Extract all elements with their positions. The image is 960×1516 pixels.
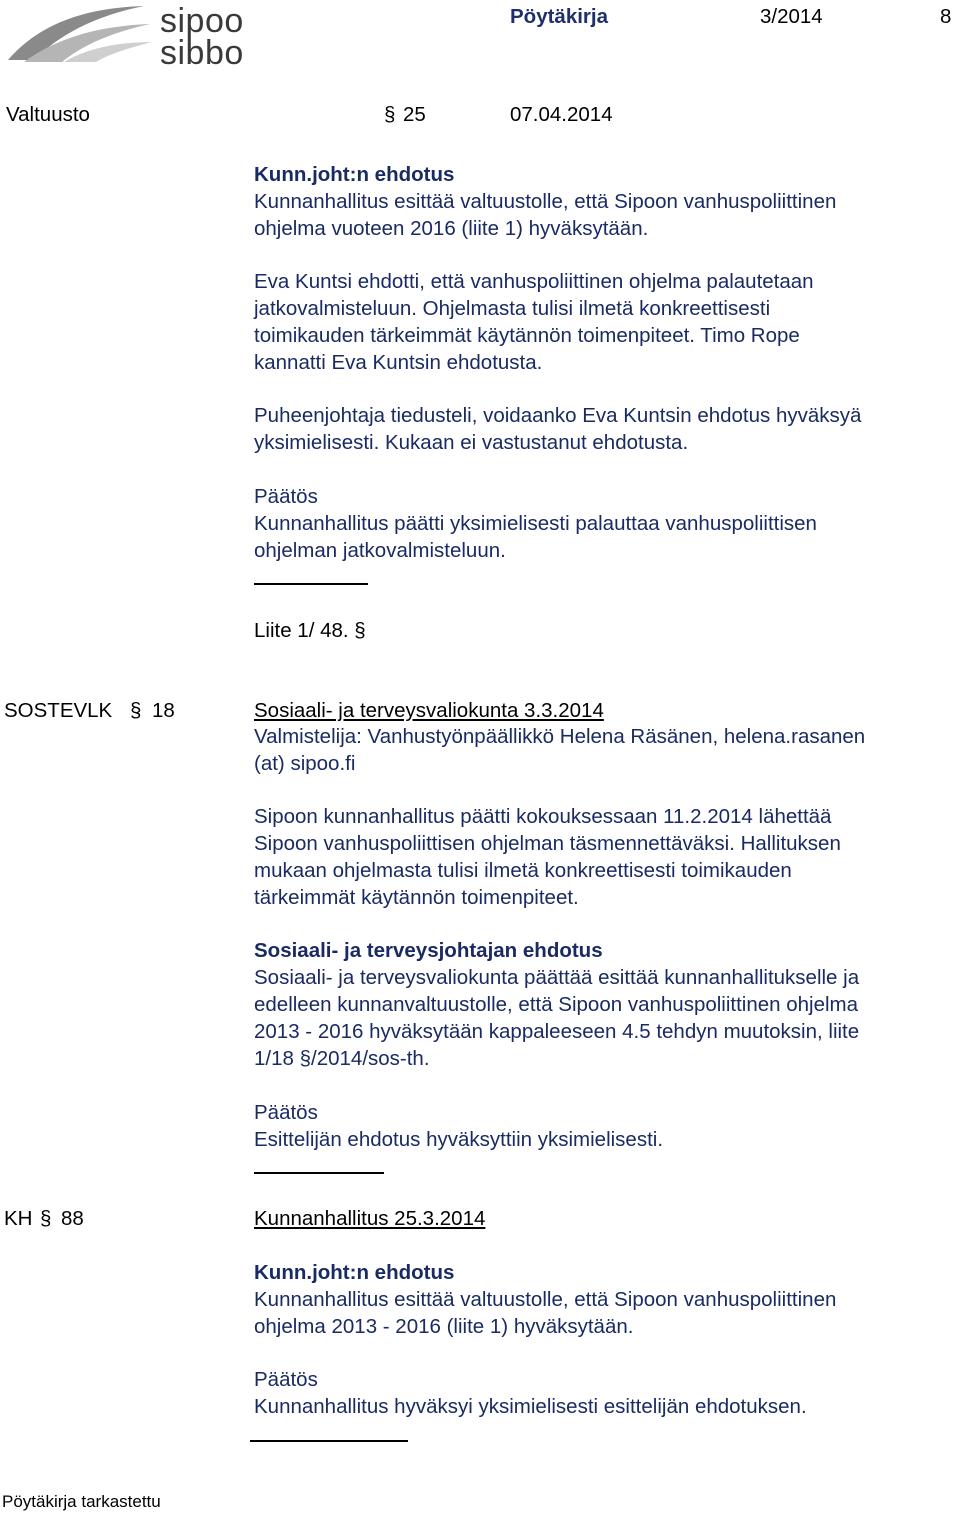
footer-checked: Pöytäkirja tarkastettu: [2, 1492, 161, 1511]
block3-line: Puheenjohtaja tiedusteli, voidaanko Eva Kuntsin ehdotus hyväksyä: [254, 404, 862, 427]
sostevlk-label: SOSTEVLK: [4, 699, 113, 722]
block4-line: ohjelman jatkovalmisteluun.: [254, 539, 506, 562]
block3-line: yksimielisesti. Kukaan ei vastustanut ehdotusta.: [254, 431, 689, 454]
sostevlk-para-line: Sipoon kunnanhallitus päätti kokouksessaan 11.2.2014 lähettää: [254, 805, 832, 828]
sostevlk-mark: §: [130, 699, 142, 722]
logo-name-fi: sipoo: [160, 2, 244, 40]
proposal-attachment-mark: §: [299, 1047, 312, 1070]
block2-line: toimikauden tärkeimmät käytännön toimenpiteet. Timo Rope: [254, 324, 800, 347]
kh-title: Kunnanhallitus 25.3.2014: [254, 1207, 486, 1230]
meeting-date: 07.04.2014: [510, 103, 613, 126]
attachment-text: Liite 1/ 48.: [254, 619, 349, 642]
proposal-attachment-prefix: 1/18: [254, 1047, 294, 1070]
kh-mark: §: [40, 1207, 52, 1230]
preparer-line: (at) sipoo.fi: [254, 752, 356, 775]
proposal-attachment-suffix: /2014/sos-th.: [311, 1047, 430, 1070]
doc-number: 3/2014: [760, 5, 823, 28]
block4-heading: Päätös: [254, 485, 318, 508]
proposal-line: Sosiaali- ja terveysvaliokunta päättää esittää kunnanhallitukselle ja: [254, 966, 860, 989]
preparer-line: Valmistelija: Vanhustyönpäällikkö Helena Räsänen, helena.rasanen: [254, 725, 866, 748]
proposal-line: 2013 - 2016 hyväksytään kappaleeseen 4.5 tehdyn muutoksin, liite: [254, 1020, 860, 1043]
sostevlk-para-line: mukaan ohjelmasta tulisi ilmetä konkreettisesti toimikauden: [254, 859, 792, 882]
proposal-line: edelleen kunnanvaltuustolle, että Sipoon vanhuspoliittinen ohjelma: [254, 993, 859, 1016]
sostevlk-decision-heading: Päätös: [254, 1101, 318, 1124]
kh-line: ohjelma 2013 - 2016 (liite 1) hyväksytään.: [254, 1315, 634, 1338]
kh-decision-line: Kunnanhallitus hyväksyi yksimielisesti esittelijän ehdotuksen.: [254, 1395, 807, 1418]
kh-decision-heading: Päätös: [254, 1368, 318, 1391]
block4-line: Kunnanhallitus päätti yksimielisesti palauttaa vanhuspoliittisen: [254, 512, 817, 535]
kh-number: 88: [61, 1207, 84, 1230]
attachment-ref: [254, 617, 366, 644]
block1-line: Kunnanhallitus esittää valtuustolle, että Sipoon vanhuspoliittinen: [254, 190, 837, 213]
section-number: 25: [403, 103, 426, 126]
page-number: 8: [940, 5, 952, 28]
attachment-mark: §: [354, 619, 366, 642]
sostevlk-para-line: tärkeimmät käytännön toimenpiteet.: [254, 886, 579, 909]
kh-label: KH: [4, 1207, 33, 1230]
block2-line: jatkovalmisteluun. Ohjelmasta tulisi ilmetä konkreettisesti: [254, 297, 771, 320]
sostevlk-para-line: Sipoon vanhuspoliittisen ohjelman täsmennettäväksi. Hallituksen: [254, 832, 841, 855]
separator-rule: [254, 583, 368, 585]
proposal-line-last: [254, 1045, 430, 1072]
block2-line: Eva Kuntsi ehdotti, että vanhuspoliittinen ohjelma palautetaan: [254, 270, 814, 293]
section-mark: §: [384, 103, 396, 126]
sostevlk-title: Sosiaali- ja terveysvaliokunta 3.3.2014: [254, 699, 604, 722]
sipoo-swoosh-logo-icon: [4, 0, 154, 66]
sostevlk-decision-line: Esittelijän ehdotus hyväksyttiin yksimielisesti.: [254, 1128, 664, 1151]
doc-type: Pöytäkirja: [510, 5, 608, 28]
proposal-heading: Sosiaali- ja terveysjohtajan ehdotus: [254, 939, 603, 962]
separator-rule: [254, 1172, 384, 1174]
kh-heading: Kunn.joht:n ehdotus: [254, 1261, 455, 1284]
block1-line: ohjelma vuoteen 2016 (liite 1) hyväksytään.: [254, 217, 649, 240]
kh-line: Kunnanhallitus esittää valtuustolle, että Sipoon vanhuspoliittinen: [254, 1288, 837, 1311]
block1-heading: Kunn.joht:n ehdotus: [254, 163, 455, 186]
block2-line: kannatti Eva Kuntsin ehdotusta.: [254, 351, 543, 374]
body-name: Valtuusto: [6, 103, 90, 126]
logo-name-sv: sibbo: [160, 34, 244, 72]
separator-rule: [250, 1440, 408, 1442]
sostevlk-number: 18: [152, 699, 175, 722]
